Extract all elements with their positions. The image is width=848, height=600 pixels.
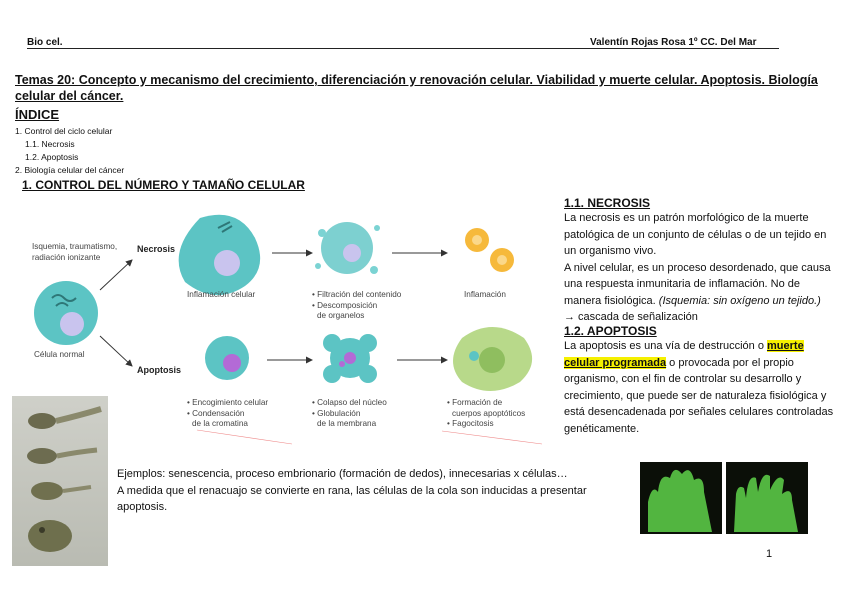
necrosis-heading: 1.1. NECROSIS <box>564 196 651 210</box>
toc-item[interactable]: 1. Control del ciclo celular <box>15 126 113 136</box>
examples-text <box>117 466 637 516</box>
necrosis-step-3: Inflamación <box>464 290 506 299</box>
necrosis-step-2: • Filtración del contenido • Descomposición de organelos <box>312 290 402 320</box>
apoptosis-step-3: • Formación de cuerpos apoptóticos • Fagocitosis <box>447 398 526 428</box>
apoptosis-section <box>564 324 834 437</box>
limb-development-image-2 <box>726 462 808 534</box>
normal-cell-label: Célula normal <box>34 350 85 359</box>
swollen-cell <box>179 215 261 295</box>
normal-cell <box>34 281 98 345</box>
leaking-cell <box>315 222 380 274</box>
apoptosis-heading: 1.2. APOPTOSIS <box>564 324 657 338</box>
header-right: Valentín Rojas Rosa 1º CC. Del Mar <box>590 37 757 48</box>
highlight-term: muerte celular programada <box>564 340 804 369</box>
necrosis-label: Necrosis <box>137 244 176 254</box>
apoptosis-paragraph: La apoptosis es una vía de destrucción o muerte celular programada o provocada por el propio organismo, con el fin de controlar su desarrollo y crecimiento, que puede ser de naturaleza fisiológica y está desencadenada por señales celulares controladas genéticamente. <box>564 340 834 435</box>
necrosis-section <box>564 196 834 326</box>
phagocyte <box>453 327 532 391</box>
header-divider <box>27 48 779 49</box>
blebbing-cell <box>323 334 377 383</box>
necrosis-step-1: Inflamación celular <box>187 290 256 299</box>
index-heading: ÍNDICE <box>15 107 60 122</box>
apoptosis-label: Apoptosis <box>137 365 181 375</box>
table-of-contents <box>15 125 124 177</box>
examples-line-2: A medida que el renacuajo se convierte en rana, las células de la cola son inducidas a presentar apoptosis. <box>117 484 587 513</box>
examples-line-1: Ejemplos: senescencia, proceso embrionario (formación de dedos), innecesarias x células… <box>117 468 568 480</box>
header-left: Bio cel. <box>27 37 63 48</box>
tadpole-metamorphosis-photo <box>12 396 108 566</box>
limb-development-image-1 <box>640 462 722 534</box>
toc-item[interactable]: 1.2. Apoptosis <box>25 152 79 162</box>
inflammation-cells <box>465 228 514 272</box>
page-title: Temas 20: Concepto y mecanismo del crecimiento, diferenciación y renovación celular. Viabilidad y muerte celular. Apoptosis. Biología celular del cáncer. <box>15 73 818 103</box>
necrosis-paragraph-2: A nivel celular, es un proceso desordenado, que causa una respuesta inmunitaria de inflamación. No de manera fisiológica. (Isquemia: sin oxígeno un tejido.) → cascada de señalización <box>564 261 831 323</box>
page-number: 1 <box>766 548 773 560</box>
toc-item[interactable]: 2. Biología celular del cáncer <box>15 165 125 175</box>
apoptosis-step-2: • Colapso del núcleo • Globulación de la membrana <box>312 398 387 428</box>
toc-item[interactable]: 1.1. Necrosis <box>25 139 75 149</box>
apoptosis-step-1: • Encogimiento celular • Condensación de la cromatina <box>187 398 269 428</box>
cause-label: Isquemia, traumatismo, radiación ionizante <box>32 242 118 262</box>
section-heading: 1. CONTROL DEL NÚMERO Y TAMAÑO CELULAR <box>22 178 305 192</box>
necrosis-paragraph-1: La necrosis es un patrón morfológico de la muerte patológica de un conjunto de células o de un tejido en un organismo vivo. <box>564 212 827 257</box>
shrinking-cell <box>205 336 249 380</box>
